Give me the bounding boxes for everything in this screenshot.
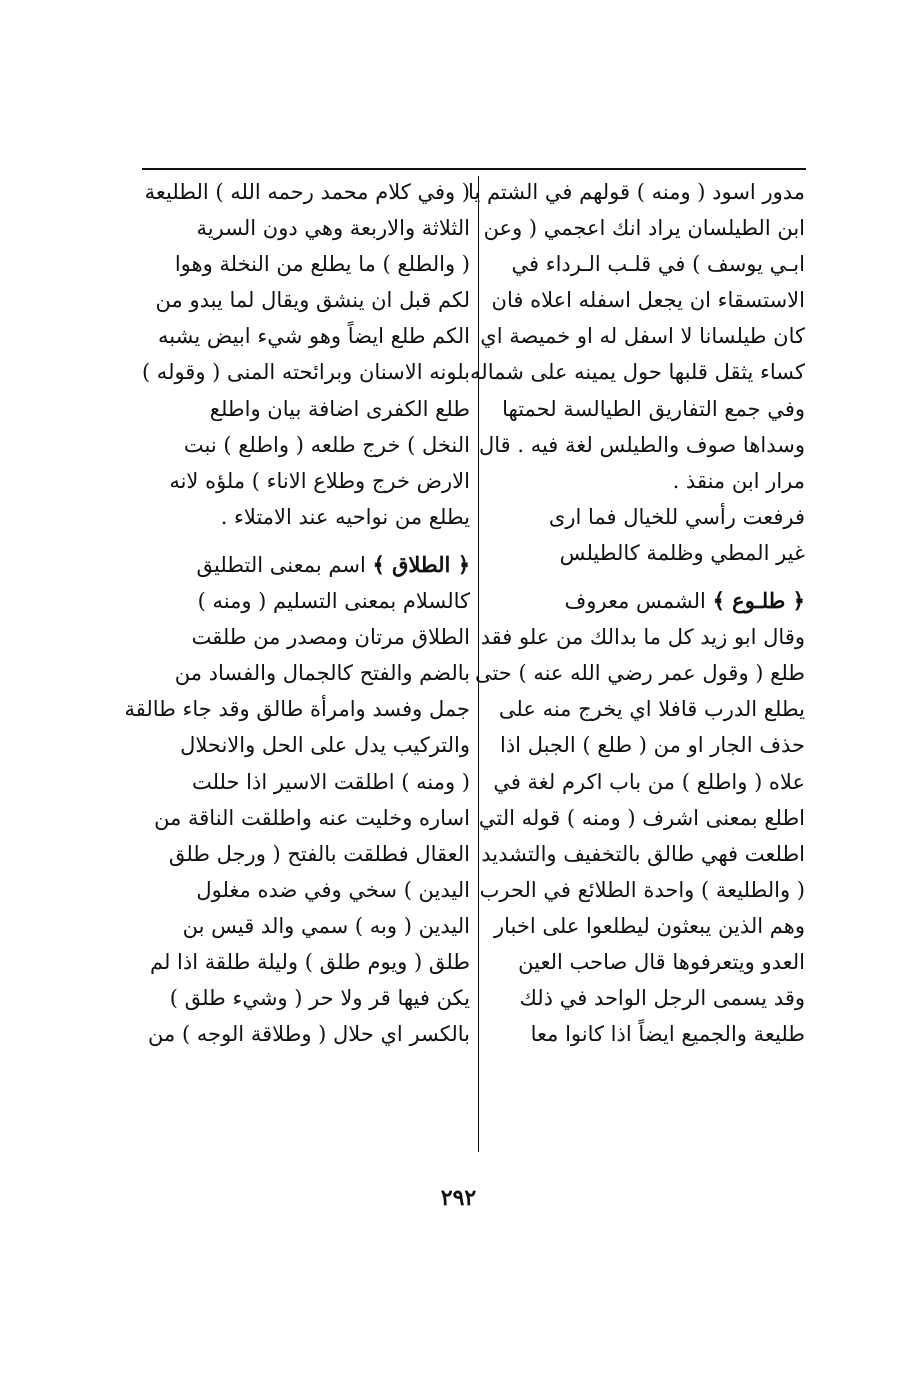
text-line: وقد يسمى الرجل الواحد في ذلك [519,986,805,1011]
text-line: طلع ( وقول عمر رضي الله عنه ) حتى [474,661,805,686]
text-line: الاستسقاء ان يجعل اسفله اعلاه فان [491,288,805,313]
text-line: ( والطليعة ) واحدة الطلائع في الحرب [479,877,805,902]
verse-line: غير المطي وظلمة كالطيلس [559,540,805,565]
text-line: يكن فيها قر ولا حر ( وشيء طلق ) [169,986,470,1011]
text-line: طلق ( ويوم طلق ) وليلة طلقة اذا لم [149,949,470,974]
headword: ﴿ طلـوع ﴾ [712,588,805,614]
headword: ﴿ الطلاق ﴾ [372,551,470,577]
entry-first-line [138,547,470,583]
text-line: كان طيلسانا لا اسفل له او خميصة اي [480,324,805,349]
text-line: بلونه الاسنان وبرائحته المنى ( وقوله ) [141,360,470,385]
text-line: يطلع من نواحيه عند الامتلاء . [220,504,470,529]
text-line: ابن الطيلسان يراد انك اعجمي ( وعن [483,216,805,241]
text-line: الثلاثة والاربعة وهي دون السرية [196,216,470,241]
entry-gap [487,571,805,583]
page-number: ٢٩٢ [440,1185,477,1211]
text-line: طليعة والجميع ايضاً اذا كانوا معا [530,1022,805,1047]
text-line: ( ومنه ) اطلقت الاسير اذا حللت [191,769,470,794]
text-line: والتركيب يدل على الحل والانحلال [180,733,470,758]
text-line: مرار ابن منقذ . [672,468,805,493]
text-line: لكم قبل ان ينشق ويقال لما يبدو من [155,288,470,313]
text-line: اساره وخليت عنه واطلقت الناقة من [154,805,470,830]
text-line: وسداها صوف والطيلس لغة فيه . قال [478,432,805,457]
text-line: الكم طلع ايضاً وهو شيء ابيض يشبه [158,324,470,349]
column-divider [478,176,479,1152]
text-line: كساء يثقل قلبها حول يمينه على شماله [470,360,805,385]
text-line: العقال فطلقت بالفتح ( ورجل طلق [168,841,470,866]
left-column [124,174,470,1052]
text-line: وهم الذين يبعثون ليطلعوا على اخبار [494,913,805,938]
text-line: يطلع الدرب قافلا اي يخرج منه على [498,697,805,722]
text-line: ( وفي كلام محمد رحمه الله ) الطليعة [144,180,470,204]
text-line: حذف الجار او من ( طلع ) الجبل اذا [500,733,805,758]
text-line: العدو ويتعرفوها قال صاحب العين [518,949,805,974]
header-rule [142,168,806,170]
text-line: النخل ) خرج طلعه ( واطلع ) نبت [183,432,470,457]
text-line: وقال ابو زيد كل ما بدالك من علو فقد [480,625,805,650]
text-line: طلع الكفرى اضافة بيان واطلع [209,396,470,421]
text-line: مدور اسود ( ومنه ) قولهم في الشتم يا [468,180,805,204]
text-line: ابـي يوسف ) في قلـب الـرداء في [511,252,805,277]
text-line: كالسلام بمعنى التسليم ( ومنه ) [197,589,470,614]
entry-first-line [487,583,805,619]
text-line: اطلع بمعنى اشرف ( ومنه ) قوله التي [478,805,805,830]
entry-first-line-text: الشمس معروف [564,589,713,614]
text-line: اطلعت فهي طالق بالتخفيف والتشديد [481,841,805,866]
verse-line: فرفعت رأسي للخيال فما ارى [548,504,805,529]
text-line: الارض خرج وطلاع الاناء ) ملؤه لانه [169,468,470,493]
text-line: الطلاق مرتان ومصدر من طلقت [191,625,470,650]
text-line: بالكسر اي حلال ( وطلاقة الوجه ) من [148,1022,470,1047]
text-line: ( والطلع ) ما يطلع من النخلة وهوا [174,252,470,277]
text-line: علاه ( واطلع ) من باب اكرم لغة في [493,769,805,794]
right-column [468,174,805,1052]
text-line: وفي جمع التفاريق الطيالسة لحمتها [502,396,805,421]
text-line: اليدين ) سخي وفي ضده مغلول [196,877,470,902]
text-line: اليدين ( وبه ) سمي والد قيس بن [182,913,470,938]
text-line: بالضم والفتح كالجمال والفساد من [174,661,470,686]
text-line: جمل وفسد وامرأة طالق وقد جاء طالقة [124,697,470,722]
entry-first-line-text: اسم بمعنى التطليق [196,552,373,577]
entry-gap [138,535,470,547]
